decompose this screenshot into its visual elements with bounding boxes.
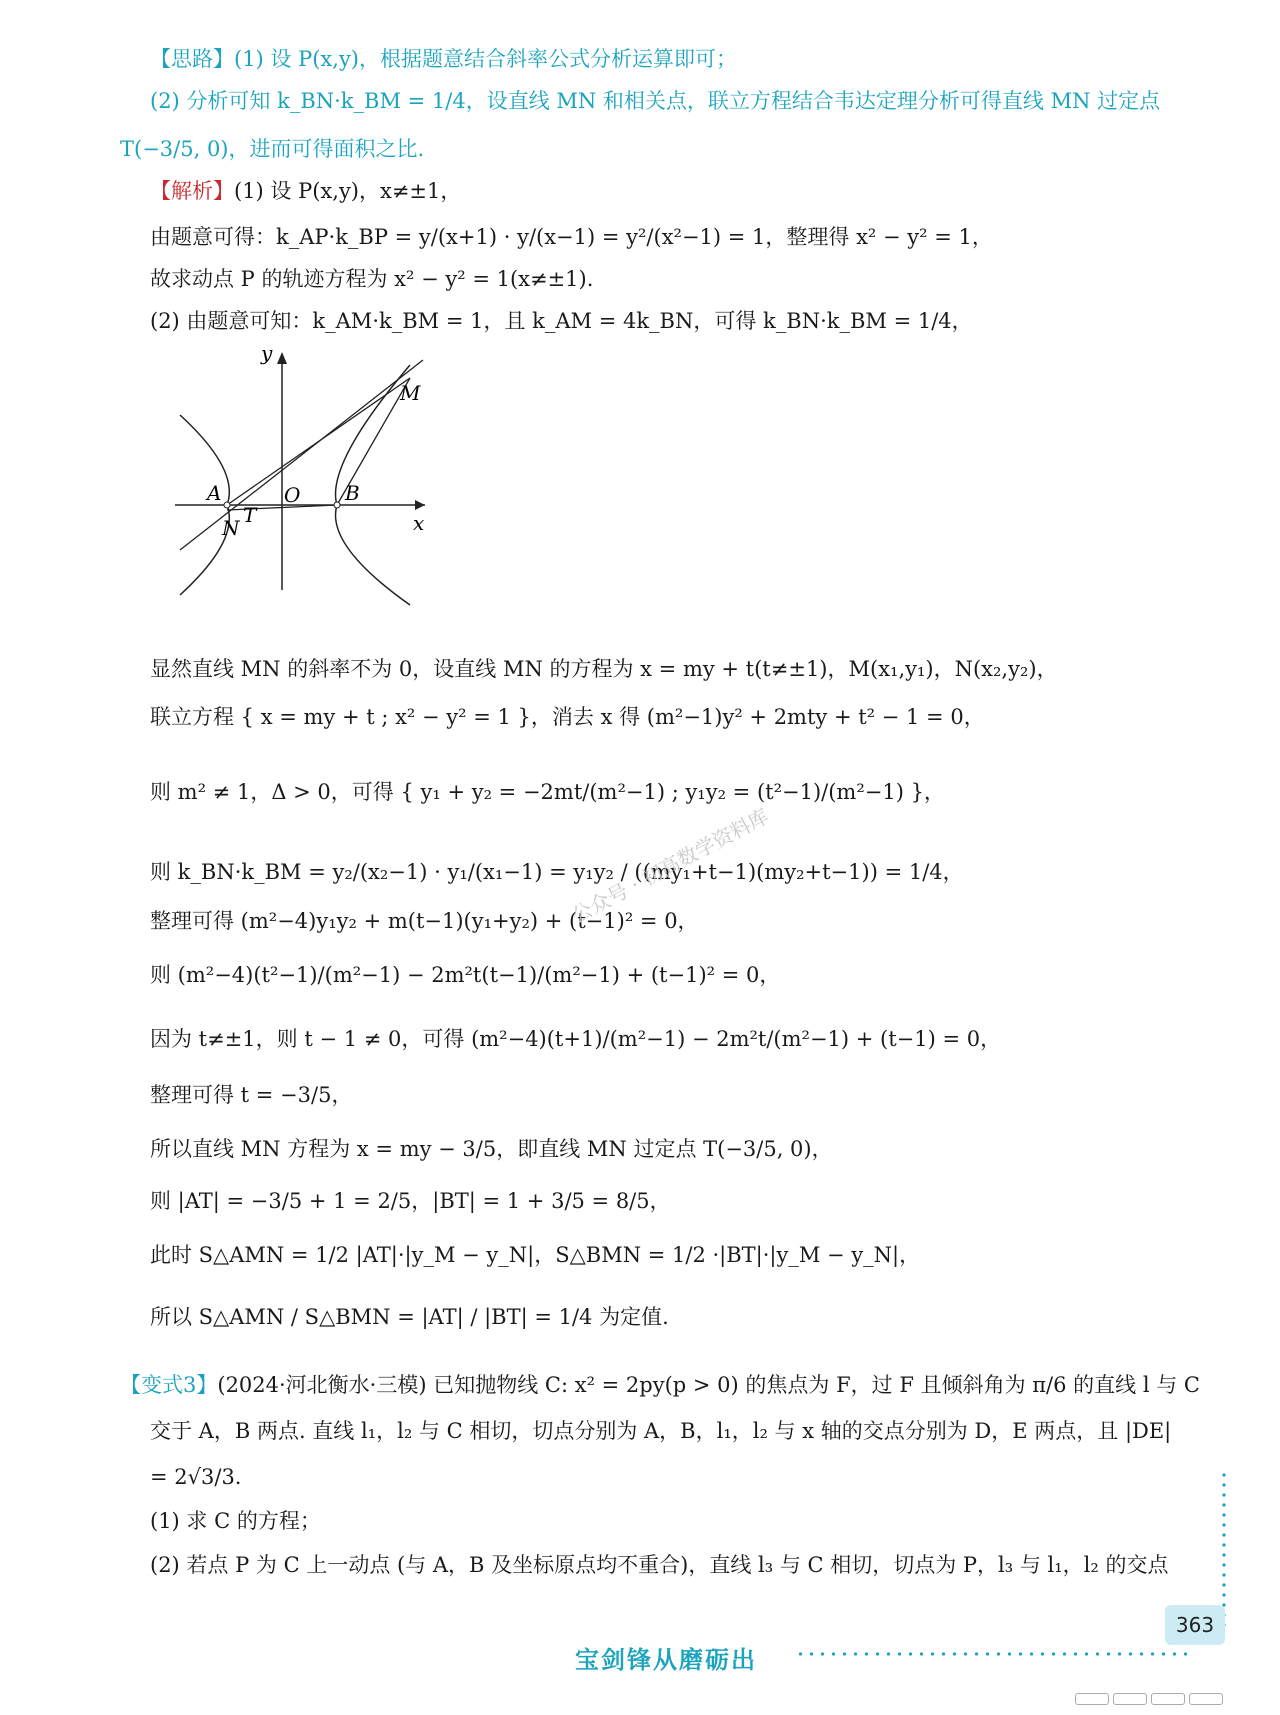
- label-O: O: [284, 483, 301, 507]
- footer-motto: 宝剑锋从磨砺出: [575, 1645, 757, 1674]
- line-AM: [227, 378, 410, 505]
- label-T: T: [243, 503, 257, 527]
- label-A: A: [207, 481, 222, 505]
- label-B: B: [345, 481, 360, 505]
- tab-thumb[interactable]: [1113, 1693, 1147, 1705]
- y-axis-arrow: [277, 352, 287, 364]
- line-1: 【思路】(1) 设 P(x,y)，根据题意结合斜率公式分析运算即可；: [150, 47, 737, 71]
- line-10: 则 m² ≠ 1，Δ > 0，可得 { y₁ + y₂ = −2mt/(m²−1) ; y₁y₂ = (t²−1)/(m²−1) }，: [150, 780, 945, 804]
- line-12: 整理可得 (m²−4)y₁y₂ + m(t−1)(y₁+y₂) + (t−1)² = 0，: [150, 909, 699, 933]
- line-17: 则 |AT| = −3/5 + 1 = 2/5，|BT| = 1 + 3/5 = 8/5，: [150, 1189, 671, 1213]
- viewer-tab-strip: [1075, 1690, 1265, 1704]
- line-15: 整理可得 t = −3/5，: [150, 1083, 353, 1107]
- point-B: [334, 502, 340, 508]
- line-21: 交于 A，B 两点. 直线 l₁，l₂ 与 C 相切，切点分别为 A，B，l₁，l₂ 与 x 轴的交点分别为 D，E 两点，且 |DE|: [150, 1419, 1172, 1443]
- label-N: N: [222, 516, 240, 540]
- line-13: 则 (m²−4)(t²−1)/(m²−1) − 2m²t(t−1)/(m²−1) + (t−1)² = 0，: [150, 963, 781, 987]
- label-M: M: [400, 381, 421, 405]
- label-x: x: [413, 511, 425, 535]
- line-11: 则 k_BN·k_BM = y₂/(x₂−1) · y₁/(x₁−1) = y₁y₂ / ((my₁+t−1)(my₂+t−1)) = 1/4，: [150, 860, 964, 884]
- label-y: y: [261, 341, 273, 365]
- watermark: 公众号 · 初高数学资料库: [567, 803, 773, 928]
- line-9: 联立方程 { x = my + t ; x² − y² = 1 }，消去 x 得 (m²−1)y² + 2mty + t² − 1 = 0，: [150, 705, 985, 729]
- line-6: 故求动点 P 的轨迹方程为 x² − y² = 1(x≠±1).: [150, 267, 594, 291]
- tab-thumb[interactable]: [1151, 1693, 1185, 1705]
- tab-thumb[interactable]: [1075, 1693, 1109, 1705]
- line-7: (2) 由题意可知：k_AM·k_BM = 1，且 k_AM = 4k_BN，可得 k_BN·k_BM = 1/4，: [150, 309, 973, 333]
- line-5: 由题意可得：k_AP·k_BP = y/(x+1) · y/(x−1) = y²/(x²−1) = 1，整理得 x² − y² = 1，: [150, 225, 993, 249]
- line-16: 所以直线 MN 方程为 x = my − 3/5，即直线 MN 过定点 T(−3/5, 0)，: [150, 1137, 833, 1161]
- hyperbola-figure: [185, 341, 485, 600]
- line-20: 【变式3】(2024·河北衡水·三模) 已知抛物线 C: x² = 2py(p > 0) 的焦点为 F，过 F 且倾斜角为 π/6 的直线 l 与 C: [120, 1373, 1200, 1397]
- line-24: (2) 若点 P 为 C 上一动点 (与 A，B 及坐标原点均不重合)，直线 l₃ 与 C 相切，切点为 P，l₃ 与 l₁，l₂ 的交点: [150, 1553, 1169, 1577]
- page-number: 363: [1165, 1605, 1225, 1645]
- x-axis-arrow: [415, 500, 425, 510]
- line-14: 因为 t≠±1，则 t − 1 ≠ 0，可得 (m²−4)(t+1)/(m²−1) − 2m²t/(m²−1) + (t−1) = 0，: [150, 1027, 1002, 1051]
- decor-dots-horizontal: [795, 1652, 1195, 1656]
- line-4: 【解析】(1) 设 P(x,y)，x≠±1，: [150, 179, 462, 203]
- line-8: 显然直线 MN 的斜率不为 0，设直线 MN 的方程为 x = my + t(t≠±1)，M(x₁,y₁)，N(x₂,y₂)，: [150, 657, 1058, 681]
- line-18: 此时 S△AMN = 1/2 |AT|·|y_M − y_N|，S△BMN = 1/2 ·|BT|·|y_M − y_N|，: [150, 1243, 921, 1267]
- line-22: = 2√3/3.: [150, 1465, 242, 1489]
- line-23: (1) 求 C 的方程；: [150, 1509, 321, 1533]
- point-A: [224, 502, 230, 508]
- line-19: 所以 S△AMN / S△BMN = |AT| / |BT| = 1/4 为定值.: [150, 1305, 669, 1329]
- line-3: T(−3/5, 0)，进而可得面积之比.: [120, 137, 425, 161]
- tab-thumb[interactable]: [1189, 1693, 1223, 1705]
- line-2: (2) 分析可知 k_BN·k_BM = 1/4，设直线 MN 和相关点，联立方程结合韦达定理分析可得直线 MN 过定点: [150, 89, 1161, 113]
